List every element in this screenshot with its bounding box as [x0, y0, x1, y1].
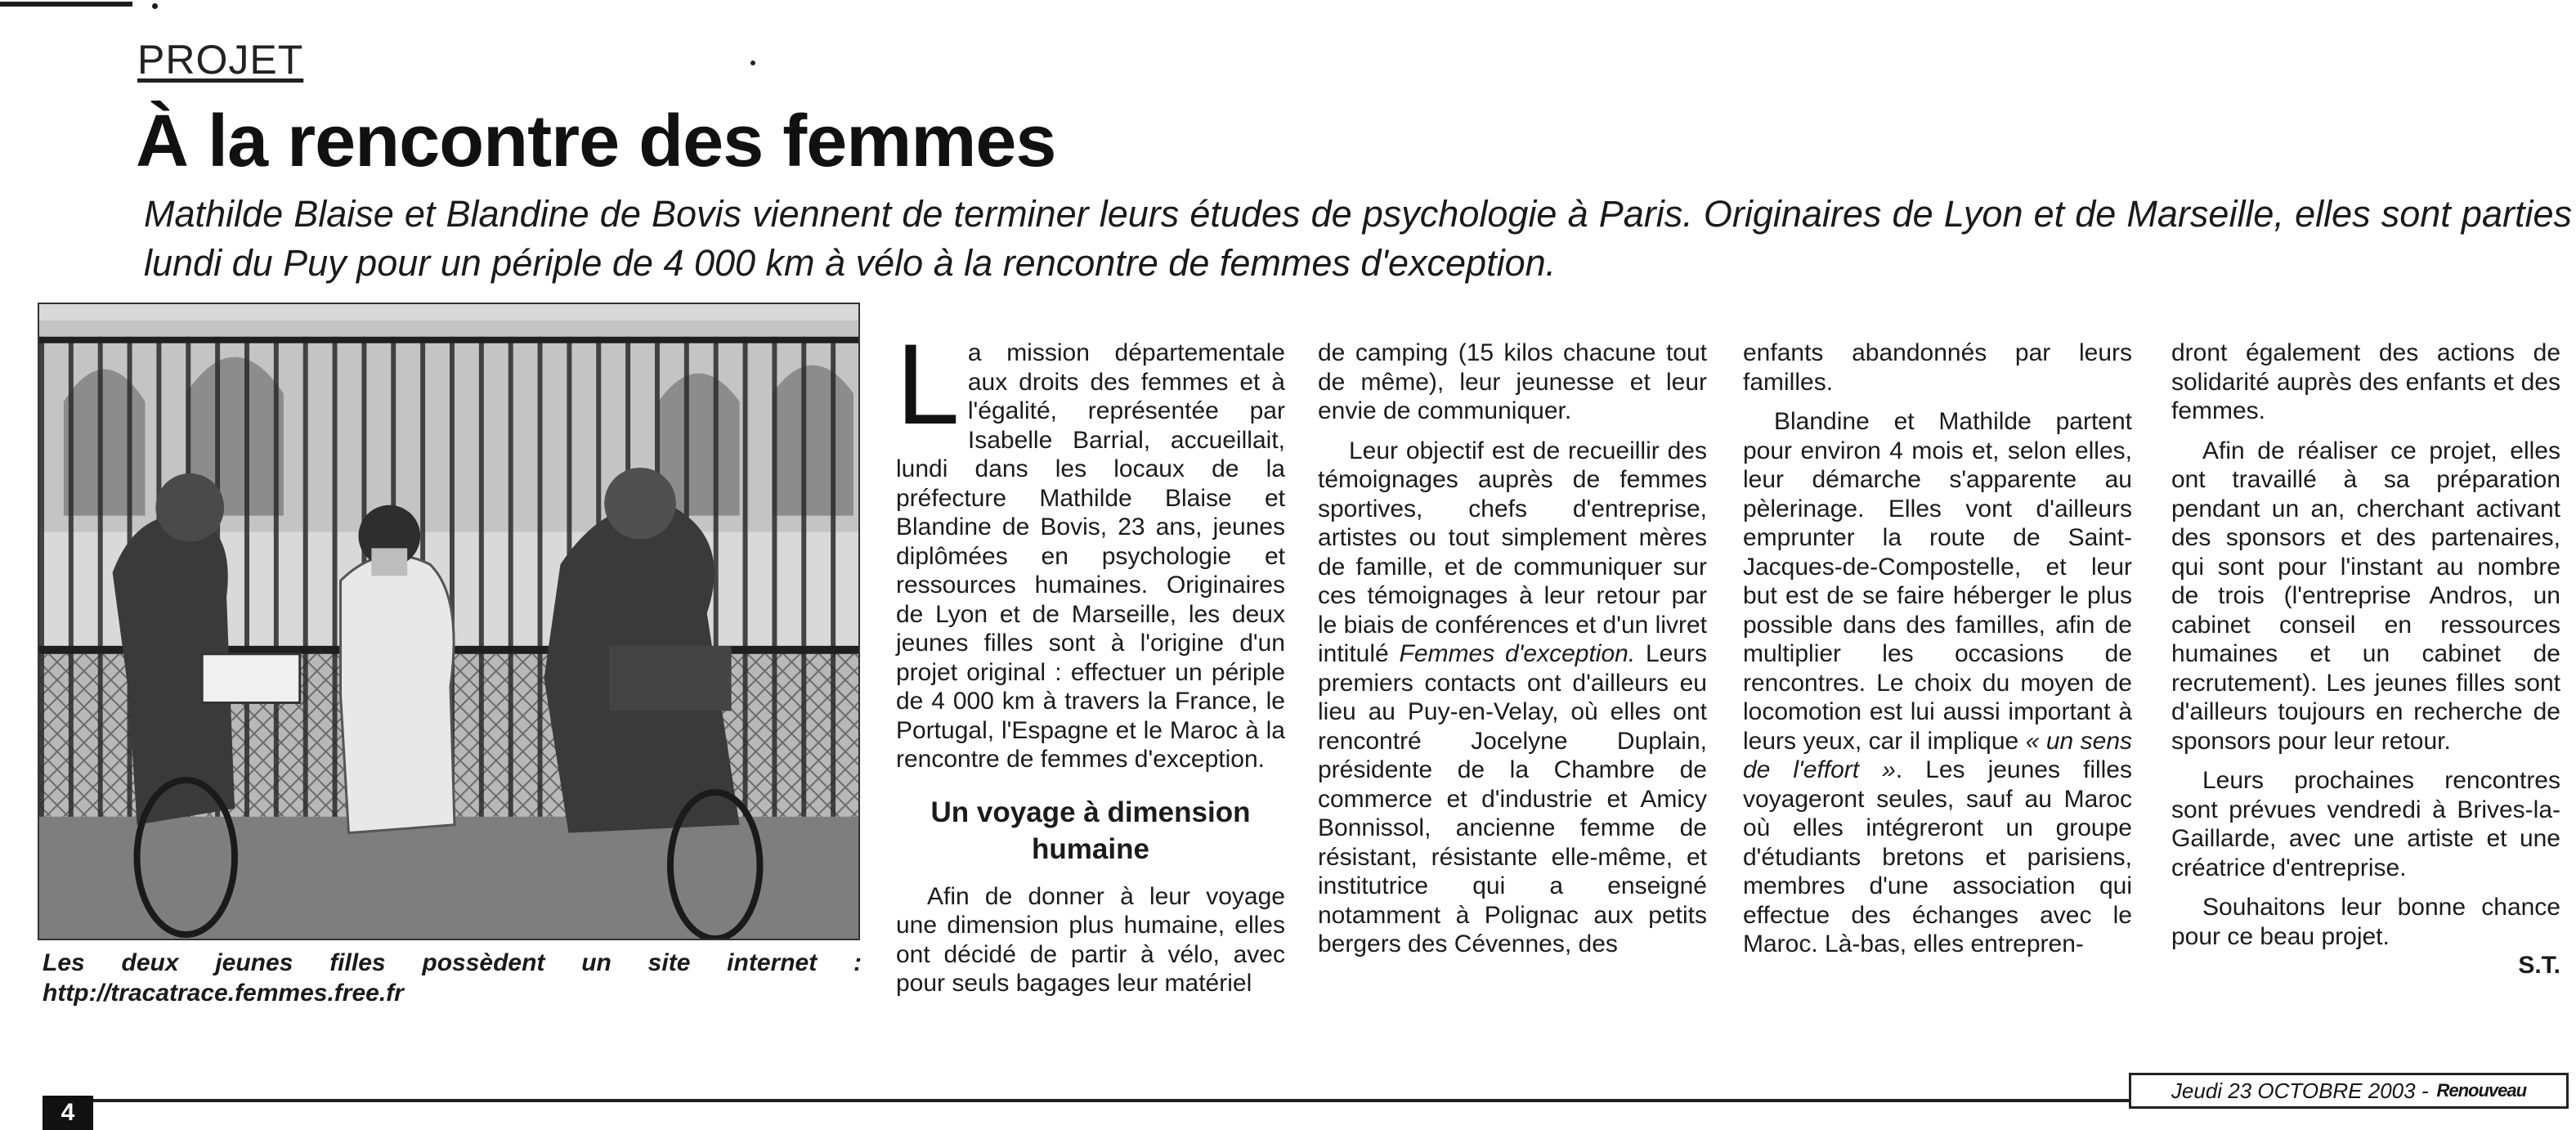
issue-date: Jeudi 23 OCTOBRE 2003 - — [2171, 1078, 2429, 1103]
author-signature: S.T. — [2518, 952, 2560, 979]
newspaper-logo: Renouveau — [2436, 1080, 2527, 1101]
article-paragraph: enfants abandonnés par leurs familles. — [1743, 339, 2132, 396]
page-number: 4 — [43, 1096, 93, 1130]
article-paragraph: Leurs prochaines rencontres sont prévues vendredi à Brives-la-Gaillarde, avec une artiste et une créatrice d'entreprise. — [2171, 767, 2560, 881]
print-speck — [750, 61, 755, 65]
paragraph-text: Leurs premiers contacts ont d'ailleurs eu lieu au Puy-en-Velay, où elles ont rencontré Jocelyne Duplain, présidente de la Chambre de commerce et d'industrie et Amicy Bonnissol, ancienne femme de résistant, résistante elle-même, et institutrice qui a enseigné notamment à Polignac aux petits bergers des Cévennes, des — [1318, 640, 1707, 957]
article-paragraph: de camping (15 kilos chacune tout de même), leur jeunesse et leur envie de communiquer. — [1318, 339, 1707, 424]
article-paragraph — [896, 320, 1285, 774]
article-photo — [38, 303, 860, 940]
footer-rule — [93, 1099, 2129, 1102]
article-column-2 — [1318, 339, 1707, 959]
article-paragraph: Afin de réaliser ce projet, elles ont travaillé à sa préparation pendant un an, cherchant activant des sponsors et des partenaires, qui sont pour l'instant au nombre de trois (l'entreprise Andros, un cabinet conseil en ressources humaines et un cabinet de recrutement). Les jeunes filles sont d'ailleurs toujours en recherche de sponsors pour leur retour. — [2171, 437, 2560, 755]
article-column-4 — [2171, 339, 2560, 980]
article-column-3 — [1743, 339, 2132, 959]
article-paragraph — [1743, 407, 2132, 959]
article-paragraph: Souhaitons leur bonne chance pour ce beau projet. — [2171, 894, 2560, 950]
drop-cap: L — [896, 320, 960, 448]
book-title: Femmes d'exception. — [1399, 640, 1636, 667]
article-paragraph: dront également des actions de solidarité auprès des enfants et des femmes. — [2171, 339, 2560, 424]
photo-caption-url: http://tracatrace.femmes.free.fr — [43, 980, 404, 1007]
paragraph-text: Blandine et Mathilde partent pour environ 4 mois et, selon elles, leur démarche s'apparente au pèlerinage. Elles vont d'ailleurs emprunter la route de Saint-Jacques-de-Compostelle, et leur but est de se faire héberger le plus possible dans des familles, afin de multiplier les occasions de rencontres. Le choix du moyen de locomotion est lui aussi important à leurs yeux, car il implique — [1743, 408, 2132, 755]
article-standfirst: Mathilde Blaise et Blandine de Bovis viennent de terminer leurs études de psychologie à Paris. Originaires de Lyon et de Marseille, elles sont parties lundi du Puy pour un périple de 4 000 km à vélo à la rencontre de femmes d'exception. — [144, 193, 2572, 284]
section-rubric: PROJET — [137, 37, 304, 83]
paragraph-text: a mission départementale aux droits des femmes et à l'égalité, représentée par Isabelle Barrial, accueillait, lundi dans les locaux de la préfecture Mathilde Blaise et Blandine de Bovis, 23 ans, jeunes diplômées en psychologie et ressources humaines. Originaires de Lyon et de Marseille, les deux jeunes filles sont à l'origine d'un projet original : effectuer un périple de 4 000 km à travers la France, le Portugal, l'Espagne et le Maroc à la rencontre de femmes d'exception. — [896, 339, 1285, 773]
corner-dot — [152, 3, 158, 9]
footer-dateline — [2129, 1073, 2569, 1109]
corner-rule — [0, 2, 132, 7]
article-paragraph: Afin de donner à leur voyage une dimension plus humaine, elles ont décidé de partir à vélo, avec pour seuls bagages leur matériel — [896, 882, 1285, 997]
article-paragraph — [1318, 437, 1707, 959]
paragraph-text: Leur objectif est de recueillir des témoignages auprès de femmes sportives, chefs d'entreprise, artistes ou tout simplement mères de famille, et de communiquer sur ces témoignages à leur retour par le biais de conférences et d'un livret intitulé — [1318, 437, 1708, 667]
paragraph-text: . Les jeunes filles voyageront seules, sauf au Maroc où elles intégreront un groupe d'étudiants bretons et parisiens, membres d'une association qui effectue des échanges avec le Maroc. Là-bas, elles entrepren- — [1743, 756, 2132, 957]
article-subheading: Un voyage à dimension humaine — [930, 796, 1251, 865]
quote: « un sens de l'effort » — [1743, 727, 2132, 783]
article-column-1 — [896, 320, 1285, 998]
article-headline: À la rencontre des femmes — [136, 101, 1056, 182]
photo-caption: Les deux jeunes filles possèdent un site internet : — [43, 949, 862, 976]
